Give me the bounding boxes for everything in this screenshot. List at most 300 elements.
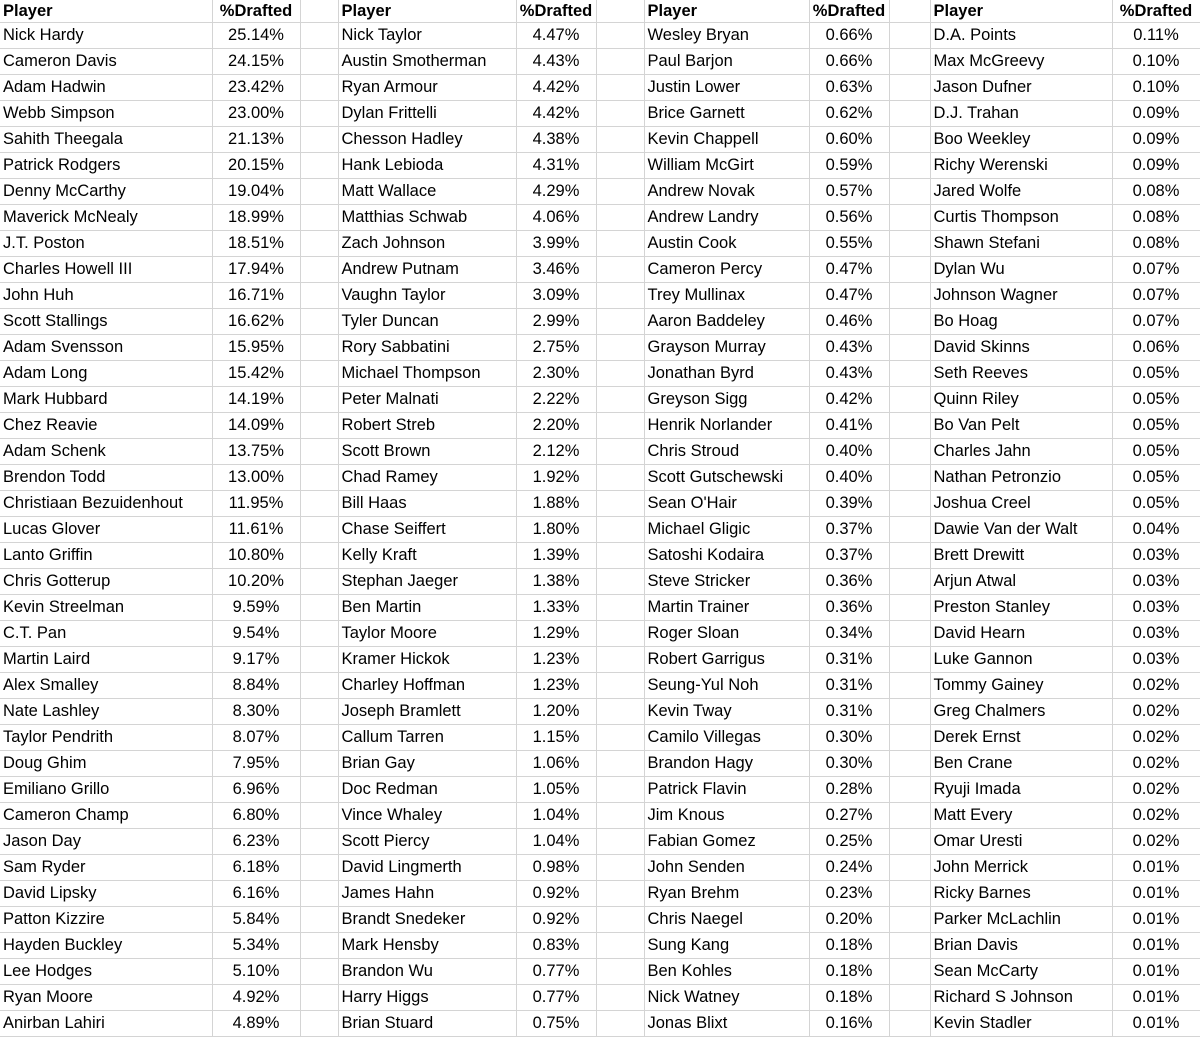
empty-cell[interactable] [300, 594, 338, 620]
drafted-percent-cell[interactable]: 4.43% [516, 48, 596, 74]
drafted-percent-cell[interactable]: 19.04% [212, 178, 300, 204]
drafted-percent-cell[interactable]: 0.07% [1112, 308, 1200, 334]
drafted-percent-cell[interactable]: 0.37% [809, 542, 889, 568]
drafted-percent-cell[interactable]: 8.84% [212, 672, 300, 698]
player-name-cell[interactable]: Martin Laird [0, 646, 212, 672]
empty-cell[interactable] [300, 126, 338, 152]
drafted-percent-cell[interactable]: 0.18% [809, 958, 889, 984]
empty-cell[interactable] [596, 958, 644, 984]
drafted-percent-cell[interactable]: 13.00% [212, 464, 300, 490]
empty-cell[interactable] [300, 568, 338, 594]
drafted-percent-cell[interactable]: 0.36% [809, 568, 889, 594]
player-name-cell[interactable]: Kelly Kraft [338, 542, 516, 568]
player-name-cell[interactable]: Scott Brown [338, 438, 516, 464]
player-name-cell[interactable]: Shawn Stefani [930, 230, 1112, 256]
empty-cell[interactable] [596, 48, 644, 74]
drafted-percent-cell[interactable]: 14.19% [212, 386, 300, 412]
empty-cell[interactable] [300, 828, 338, 854]
drafted-percent-cell[interactable]: 0.31% [809, 672, 889, 698]
drafted-percent-cell[interactable]: 0.07% [1112, 256, 1200, 282]
player-name-cell[interactable]: Ryan Armour [338, 74, 516, 100]
empty-cell[interactable] [596, 360, 644, 386]
drafted-percent-cell[interactable]: 0.46% [809, 308, 889, 334]
player-name-cell[interactable]: Trey Mullinax [644, 282, 809, 308]
player-name-cell[interactable]: Dawie Van der Walt [930, 516, 1112, 542]
drafted-percent-cell[interactable]: 0.55% [809, 230, 889, 256]
empty-cell[interactable] [596, 568, 644, 594]
drafted-percent-cell[interactable]: 0.47% [809, 256, 889, 282]
drafted-percent-cell[interactable]: 0.02% [1112, 776, 1200, 802]
drafted-percent-cell[interactable]: 4.06% [516, 204, 596, 230]
drafted-percent-cell[interactable]: 16.62% [212, 308, 300, 334]
player-name-cell[interactable]: Nick Watney [644, 984, 809, 1010]
empty-cell[interactable] [889, 490, 930, 516]
empty-cell[interactable] [889, 230, 930, 256]
player-name-cell[interactable]: Brendon Todd [0, 464, 212, 490]
player-name-cell[interactable]: Steve Stricker [644, 568, 809, 594]
empty-cell[interactable] [596, 594, 644, 620]
player-name-cell[interactable]: Nick Hardy [0, 22, 212, 48]
player-name-cell[interactable]: Andrew Putnam [338, 256, 516, 282]
player-name-cell[interactable]: J.T. Poston [0, 230, 212, 256]
empty-cell[interactable] [300, 776, 338, 802]
player-name-cell[interactable]: Jason Dufner [930, 74, 1112, 100]
drafted-percent-cell[interactable]: 0.01% [1112, 1010, 1200, 1036]
player-name-cell[interactable]: Chez Reavie [0, 412, 212, 438]
drafted-percent-cell[interactable]: 0.34% [809, 620, 889, 646]
player-name-cell[interactable]: Denny McCarthy [0, 178, 212, 204]
player-name-cell[interactable]: Nathan Petronzio [930, 464, 1112, 490]
drafted-percent-cell[interactable]: 4.47% [516, 22, 596, 48]
empty-cell[interactable] [889, 828, 930, 854]
drafted-percent-cell[interactable]: 0.08% [1112, 204, 1200, 230]
player-name-cell[interactable]: Scott Gutschewski [644, 464, 809, 490]
player-name-cell[interactable]: Seth Reeves [930, 360, 1112, 386]
player-name-cell[interactable]: Michael Thompson [338, 360, 516, 386]
drafted-percent-cell[interactable]: 0.77% [516, 958, 596, 984]
drafted-percent-cell[interactable]: 11.95% [212, 490, 300, 516]
player-name-cell[interactable]: Cameron Champ [0, 802, 212, 828]
drafted-percent-cell[interactable]: 0.66% [809, 48, 889, 74]
empty-cell[interactable] [300, 334, 338, 360]
player-name-cell[interactable]: Chris Stroud [644, 438, 809, 464]
drafted-percent-cell[interactable]: 0.05% [1112, 490, 1200, 516]
player-name-cell[interactable]: Patrick Flavin [644, 776, 809, 802]
empty-cell[interactable] [889, 74, 930, 100]
empty-cell[interactable] [596, 1010, 644, 1036]
player-name-cell[interactable]: Sean O'Hair [644, 490, 809, 516]
player-name-cell[interactable]: Arjun Atwal [930, 568, 1112, 594]
drafted-header[interactable]: %Drafted [212, 0, 300, 22]
player-name-cell[interactable]: Aaron Baddeley [644, 308, 809, 334]
empty-cell[interactable] [300, 282, 338, 308]
drafted-percent-cell[interactable]: 0.01% [1112, 984, 1200, 1010]
player-name-cell[interactable]: David Hearn [930, 620, 1112, 646]
drafted-percent-cell[interactable]: 18.99% [212, 204, 300, 230]
drafted-percent-cell[interactable]: 20.15% [212, 152, 300, 178]
drafted-percent-cell[interactable]: 1.88% [516, 490, 596, 516]
player-name-cell[interactable]: Richard S Johnson [930, 984, 1112, 1010]
player-name-cell[interactable]: Roger Sloan [644, 620, 809, 646]
player-name-cell[interactable]: Lanto Griffin [0, 542, 212, 568]
player-name-cell[interactable]: Max McGreevy [930, 48, 1112, 74]
empty-cell[interactable] [596, 906, 644, 932]
player-name-cell[interactable]: Anirban Lahiri [0, 1010, 212, 1036]
drafted-percent-cell[interactable]: 0.10% [1112, 74, 1200, 100]
drafted-percent-cell[interactable]: 23.42% [212, 74, 300, 100]
drafted-percent-cell[interactable]: 4.42% [516, 74, 596, 100]
drafted-percent-cell[interactable]: 0.40% [809, 464, 889, 490]
drafted-percent-cell[interactable]: 7.95% [212, 750, 300, 776]
empty-cell[interactable] [596, 178, 644, 204]
player-name-cell[interactable]: Doc Redman [338, 776, 516, 802]
player-name-cell[interactable]: Michael Gligic [644, 516, 809, 542]
player-name-cell[interactable]: Taylor Pendrith [0, 724, 212, 750]
player-name-cell[interactable]: Peter Malnati [338, 386, 516, 412]
empty-cell[interactable] [596, 412, 644, 438]
drafted-percent-cell[interactable]: 3.99% [516, 230, 596, 256]
empty-cell[interactable] [300, 386, 338, 412]
empty-cell[interactable] [889, 464, 930, 490]
player-name-cell[interactable]: Vince Whaley [338, 802, 516, 828]
player-name-cell[interactable]: Brandt Snedeker [338, 906, 516, 932]
player-name-cell[interactable]: Matt Every [930, 802, 1112, 828]
drafted-percent-cell[interactable]: 4.92% [212, 984, 300, 1010]
empty-cell[interactable] [596, 386, 644, 412]
empty-cell[interactable] [596, 74, 644, 100]
drafted-percent-cell[interactable]: 0.43% [809, 360, 889, 386]
drafted-percent-cell[interactable]: 0.23% [809, 880, 889, 906]
drafted-header[interactable]: %Drafted [809, 0, 889, 22]
player-name-cell[interactable]: Bo Hoag [930, 308, 1112, 334]
empty-cell[interactable] [889, 906, 930, 932]
player-name-cell[interactable]: Bill Haas [338, 490, 516, 516]
player-name-cell[interactable]: Robert Streb [338, 412, 516, 438]
player-name-cell[interactable]: Callum Tarren [338, 724, 516, 750]
player-name-cell[interactable]: Chris Gotterup [0, 568, 212, 594]
drafted-percent-cell[interactable]: 15.95% [212, 334, 300, 360]
player-name-cell[interactable]: Austin Smotherman [338, 48, 516, 74]
drafted-percent-cell[interactable]: 1.23% [516, 672, 596, 698]
drafted-percent-cell[interactable]: 17.94% [212, 256, 300, 282]
empty-cell[interactable] [889, 646, 930, 672]
empty-cell[interactable] [889, 568, 930, 594]
empty-cell[interactable] [596, 854, 644, 880]
drafted-percent-cell[interactable]: 0.28% [809, 776, 889, 802]
empty-cell[interactable] [300, 152, 338, 178]
drafted-percent-cell[interactable]: 0.02% [1112, 802, 1200, 828]
drafted-percent-cell[interactable]: 0.05% [1112, 464, 1200, 490]
drafted-percent-cell[interactable]: 0.41% [809, 412, 889, 438]
player-name-cell[interactable]: Joshua Creel [930, 490, 1112, 516]
drafted-percent-cell[interactable]: 0.01% [1112, 906, 1200, 932]
drafted-percent-cell[interactable]: 0.36% [809, 594, 889, 620]
player-name-cell[interactable]: Luke Gannon [930, 646, 1112, 672]
empty-cell[interactable] [889, 932, 930, 958]
empty-cell[interactable] [300, 100, 338, 126]
player-name-cell[interactable]: Johnson Wagner [930, 282, 1112, 308]
empty-cell[interactable] [300, 542, 338, 568]
player-name-cell[interactable]: Matt Wallace [338, 178, 516, 204]
empty-cell[interactable] [300, 464, 338, 490]
drafted-percent-cell[interactable]: 1.05% [516, 776, 596, 802]
drafted-percent-cell[interactable]: 0.59% [809, 152, 889, 178]
player-name-cell[interactable]: Seung-Yul Noh [644, 672, 809, 698]
player-name-cell[interactable]: Sahith Theegala [0, 126, 212, 152]
drafted-percent-cell[interactable]: 3.09% [516, 282, 596, 308]
player-name-cell[interactable]: John Senden [644, 854, 809, 880]
drafted-percent-cell[interactable]: 0.04% [1112, 516, 1200, 542]
empty-cell[interactable] [300, 308, 338, 334]
empty-cell[interactable] [300, 48, 338, 74]
drafted-percent-cell[interactable]: 1.04% [516, 828, 596, 854]
empty-cell[interactable] [889, 620, 930, 646]
drafted-percent-cell[interactable]: 23.00% [212, 100, 300, 126]
player-name-cell[interactable]: Chesson Hadley [338, 126, 516, 152]
player-name-cell[interactable]: Ben Kohles [644, 958, 809, 984]
player-name-cell[interactable]: Rory Sabbatini [338, 334, 516, 360]
drafted-percent-cell[interactable]: 0.77% [516, 984, 596, 1010]
empty-cell[interactable] [596, 0, 644, 22]
empty-cell[interactable] [300, 22, 338, 48]
empty-cell[interactable] [596, 490, 644, 516]
drafted-percent-cell[interactable]: 9.17% [212, 646, 300, 672]
player-name-cell[interactable]: David Lipsky [0, 880, 212, 906]
drafted-percent-cell[interactable]: 5.10% [212, 958, 300, 984]
player-name-cell[interactable]: Curtis Thompson [930, 204, 1112, 230]
empty-cell[interactable] [300, 490, 338, 516]
drafted-percent-cell[interactable]: 0.01% [1112, 932, 1200, 958]
empty-cell[interactable] [889, 22, 930, 48]
empty-cell[interactable] [889, 178, 930, 204]
player-name-cell[interactable]: Jason Day [0, 828, 212, 854]
drafted-percent-cell[interactable]: 2.30% [516, 360, 596, 386]
player-name-cell[interactable]: John Merrick [930, 854, 1112, 880]
player-name-cell[interactable]: Tommy Gainey [930, 672, 1112, 698]
drafted-percent-cell[interactable]: 0.03% [1112, 542, 1200, 568]
empty-cell[interactable] [300, 724, 338, 750]
empty-cell[interactable] [889, 0, 930, 22]
player-name-cell[interactable]: Dylan Frittelli [338, 100, 516, 126]
player-name-cell[interactable]: Adam Schenk [0, 438, 212, 464]
player-name-cell[interactable]: Lucas Glover [0, 516, 212, 542]
player-name-cell[interactable]: Adam Svensson [0, 334, 212, 360]
drafted-percent-cell[interactable]: 0.83% [516, 932, 596, 958]
empty-cell[interactable] [596, 334, 644, 360]
drafted-percent-cell[interactable]: 10.20% [212, 568, 300, 594]
player-name-cell[interactable]: Chad Ramey [338, 464, 516, 490]
drafted-percent-cell[interactable]: 0.20% [809, 906, 889, 932]
drafted-percent-cell[interactable]: 0.37% [809, 516, 889, 542]
player-name-cell[interactable]: Maverick McNealy [0, 204, 212, 230]
empty-cell[interactable] [596, 230, 644, 256]
player-name-cell[interactable]: Quinn Riley [930, 386, 1112, 412]
player-name-cell[interactable]: Dylan Wu [930, 256, 1112, 282]
empty-cell[interactable] [889, 516, 930, 542]
drafted-percent-cell[interactable]: 0.02% [1112, 672, 1200, 698]
drafted-percent-cell[interactable]: 0.03% [1112, 620, 1200, 646]
drafted-percent-cell[interactable]: 6.18% [212, 854, 300, 880]
player-name-cell[interactable]: Cameron Percy [644, 256, 809, 282]
player-name-cell[interactable]: Emiliano Grillo [0, 776, 212, 802]
player-name-cell[interactable]: Hayden Buckley [0, 932, 212, 958]
player-name-cell[interactable]: Justin Lower [644, 74, 809, 100]
empty-cell[interactable] [300, 672, 338, 698]
empty-cell[interactable] [596, 438, 644, 464]
drafted-percent-cell[interactable]: 0.03% [1112, 594, 1200, 620]
drafted-percent-cell[interactable]: 1.23% [516, 646, 596, 672]
player-name-cell[interactable]: Brian Gay [338, 750, 516, 776]
empty-cell[interactable] [889, 698, 930, 724]
drafted-percent-cell[interactable]: 6.23% [212, 828, 300, 854]
empty-cell[interactable] [889, 802, 930, 828]
empty-cell[interactable] [889, 672, 930, 698]
drafted-percent-cell[interactable]: 0.18% [809, 984, 889, 1010]
empty-cell[interactable] [596, 802, 644, 828]
empty-cell[interactable] [889, 984, 930, 1010]
empty-cell[interactable] [300, 204, 338, 230]
empty-cell[interactable] [596, 256, 644, 282]
player-name-cell[interactable]: Boo Weekley [930, 126, 1112, 152]
empty-cell[interactable] [889, 542, 930, 568]
player-header[interactable]: Player [338, 0, 516, 22]
player-name-cell[interactable]: Chris Naegel [644, 906, 809, 932]
player-name-cell[interactable]: Omar Uresti [930, 828, 1112, 854]
drafted-percent-cell[interactable]: 0.01% [1112, 880, 1200, 906]
empty-cell[interactable] [596, 932, 644, 958]
drafted-header[interactable]: %Drafted [1112, 0, 1200, 22]
player-name-cell[interactable]: Zach Johnson [338, 230, 516, 256]
player-name-cell[interactable]: David Lingmerth [338, 854, 516, 880]
player-name-cell[interactable]: Paul Barjon [644, 48, 809, 74]
empty-cell[interactable] [889, 958, 930, 984]
player-name-cell[interactable]: Hank Lebioda [338, 152, 516, 178]
drafted-percent-cell[interactable]: 0.03% [1112, 646, 1200, 672]
player-name-cell[interactable]: Brandon Hagy [644, 750, 809, 776]
player-name-cell[interactable]: Grayson Murray [644, 334, 809, 360]
drafted-percent-cell[interactable]: 0.60% [809, 126, 889, 152]
drafted-percent-cell[interactable]: 6.80% [212, 802, 300, 828]
drafted-percent-cell[interactable]: 1.15% [516, 724, 596, 750]
player-name-cell[interactable]: Sung Kang [644, 932, 809, 958]
empty-cell[interactable] [889, 48, 930, 74]
empty-cell[interactable] [889, 282, 930, 308]
player-name-cell[interactable]: Brian Davis [930, 932, 1112, 958]
player-name-cell[interactable]: Brian Stuard [338, 1010, 516, 1036]
empty-cell[interactable] [889, 100, 930, 126]
drafted-percent-cell[interactable]: 0.08% [1112, 230, 1200, 256]
drafted-percent-cell[interactable]: 0.02% [1112, 828, 1200, 854]
drafted-percent-cell[interactable]: 9.59% [212, 594, 300, 620]
empty-cell[interactable] [300, 802, 338, 828]
empty-cell[interactable] [596, 152, 644, 178]
drafted-percent-cell[interactable]: 0.06% [1112, 334, 1200, 360]
drafted-percent-cell[interactable]: 2.22% [516, 386, 596, 412]
empty-cell[interactable] [889, 724, 930, 750]
drafted-percent-cell[interactable]: 14.09% [212, 412, 300, 438]
empty-cell[interactable] [596, 542, 644, 568]
drafted-percent-cell[interactable]: 0.25% [809, 828, 889, 854]
drafted-percent-cell[interactable]: 0.62% [809, 100, 889, 126]
empty-cell[interactable] [596, 724, 644, 750]
player-name-cell[interactable]: Matthias Schwab [338, 204, 516, 230]
player-name-cell[interactable]: Greyson Sigg [644, 386, 809, 412]
player-name-cell[interactable]: Scott Stallings [0, 308, 212, 334]
empty-cell[interactable] [889, 386, 930, 412]
drafted-percent-cell[interactable]: 0.16% [809, 1010, 889, 1036]
player-name-cell[interactable]: Parker McLachlin [930, 906, 1112, 932]
empty-cell[interactable] [300, 958, 338, 984]
drafted-percent-cell[interactable]: 5.84% [212, 906, 300, 932]
empty-cell[interactable] [300, 750, 338, 776]
empty-cell[interactable] [889, 776, 930, 802]
drafted-percent-cell[interactable]: 0.30% [809, 724, 889, 750]
drafted-percent-cell[interactable]: 0.24% [809, 854, 889, 880]
player-name-cell[interactable]: Jim Knous [644, 802, 809, 828]
player-name-cell[interactable]: David Skinns [930, 334, 1112, 360]
empty-cell[interactable] [889, 594, 930, 620]
drafted-percent-cell[interactable]: 0.11% [1112, 22, 1200, 48]
empty-cell[interactable] [300, 932, 338, 958]
player-name-cell[interactable]: Adam Long [0, 360, 212, 386]
player-name-cell[interactable]: Mark Hubbard [0, 386, 212, 412]
player-name-cell[interactable]: Vaughn Taylor [338, 282, 516, 308]
player-name-cell[interactable]: Kevin Tway [644, 698, 809, 724]
drafted-percent-cell[interactable]: 2.99% [516, 308, 596, 334]
drafted-percent-cell[interactable]: 0.56% [809, 204, 889, 230]
drafted-percent-cell[interactable]: 15.42% [212, 360, 300, 386]
empty-cell[interactable] [300, 74, 338, 100]
drafted-percent-cell[interactable]: 0.92% [516, 906, 596, 932]
player-name-cell[interactable]: Patrick Rodgers [0, 152, 212, 178]
drafted-percent-cell[interactable]: 0.30% [809, 750, 889, 776]
player-name-cell[interactable]: Derek Ernst [930, 724, 1112, 750]
player-name-cell[interactable]: Preston Stanley [930, 594, 1112, 620]
player-name-cell[interactable]: Kramer Hickok [338, 646, 516, 672]
drafted-percent-cell[interactable]: 1.80% [516, 516, 596, 542]
drafted-percent-cell[interactable]: 0.43% [809, 334, 889, 360]
drafted-percent-cell[interactable]: 0.05% [1112, 360, 1200, 386]
drafted-percent-cell[interactable]: 0.02% [1112, 724, 1200, 750]
empty-cell[interactable] [596, 776, 644, 802]
player-name-cell[interactable]: Joseph Bramlett [338, 698, 516, 724]
player-name-cell[interactable]: Scott Piercy [338, 828, 516, 854]
player-name-cell[interactable]: Andrew Landry [644, 204, 809, 230]
player-name-cell[interactable]: Chase Seiffert [338, 516, 516, 542]
empty-cell[interactable] [300, 256, 338, 282]
player-name-cell[interactable]: Webb Simpson [0, 100, 212, 126]
empty-cell[interactable] [300, 906, 338, 932]
drafted-percent-cell[interactable]: 2.12% [516, 438, 596, 464]
player-name-cell[interactable]: Charles Howell III [0, 256, 212, 282]
player-name-cell[interactable]: Sam Ryder [0, 854, 212, 880]
player-name-cell[interactable]: Jonas Blixt [644, 1010, 809, 1036]
drafted-percent-cell[interactable]: 2.75% [516, 334, 596, 360]
drafted-percent-cell[interactable]: 10.80% [212, 542, 300, 568]
drafted-percent-cell[interactable]: 0.66% [809, 22, 889, 48]
player-name-cell[interactable]: Charles Jahn [930, 438, 1112, 464]
drafted-percent-cell[interactable]: 18.51% [212, 230, 300, 256]
drafted-percent-cell[interactable]: 0.31% [809, 646, 889, 672]
drafted-percent-cell[interactable]: 0.05% [1112, 438, 1200, 464]
drafted-percent-cell[interactable]: 0.39% [809, 490, 889, 516]
player-header[interactable]: Player [930, 0, 1112, 22]
drafted-percent-cell[interactable]: 0.02% [1112, 698, 1200, 724]
drafted-percent-cell[interactable]: 4.38% [516, 126, 596, 152]
player-name-cell[interactable]: Kevin Streelman [0, 594, 212, 620]
empty-cell[interactable] [889, 412, 930, 438]
drafted-percent-cell[interactable]: 1.38% [516, 568, 596, 594]
